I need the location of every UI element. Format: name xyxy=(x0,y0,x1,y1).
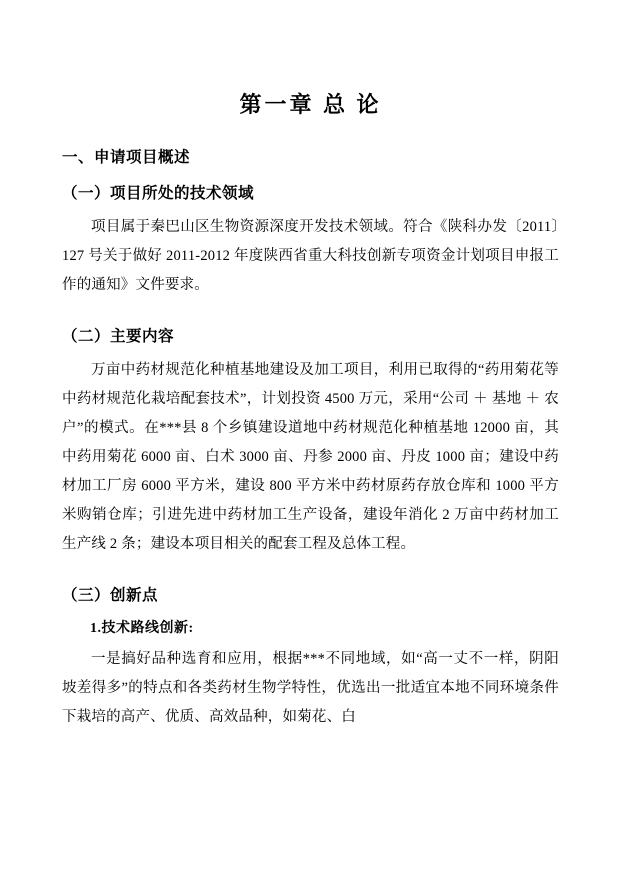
section-heading-1: 一、申请项目概述 xyxy=(62,149,191,166)
page-title: 第一章 总 论 xyxy=(239,92,382,117)
paragraph-main-content: 万亩中药材规范化种植基地建设及加工项目，利用已取得的“药用菊花等中药材规范化栽培配套技术”，计划投资 4500 万元，采用“公司 ＋ 基地 ＋ 农户”的模式。在***县 8 个乡镇建设道地中药材规范化种植基地 12000 亩，其中药用菊花 6000 亩、白术 3000 亩、丹参 2000 亩、丹皮 1000 亩；建设中药材加工厂房 6000 平方米，建设 800 平方米中药材原药存放仓库和 1000 平方米购销仓库；引进先进中药材加工生产设备，建设年消化 2 万亩中药材加工生产线 2 条；建设本项目相关的配套工程及总体工程。 xyxy=(62,362,559,552)
subsection-heading-1-3: （三）创新点 xyxy=(62,587,159,604)
paragraph-tech-route: 一是搞好品种选育和应用，根据***不同地域，如“高一丈不一样，阴阳坡差得多”的特点和各类药材生物学特性，优选出一批适宜本地不同环境条件下栽培的高产、优质、高效品种，如菊花、白 xyxy=(62,651,559,725)
subsection-heading-1-2: （二）主要内容 xyxy=(62,328,175,345)
section-overview xyxy=(62,145,559,732)
paragraph-tech-field: 项目属于秦巴山区生物资源深度开发技术领域。符合《陕科办发〔2011〕127 号关于做好 2011-2012 年度陕西省重大科技创新专项资金计划项目申报工作的通知》文件要求。 xyxy=(62,219,559,293)
subsection-heading-1-1: （一）项目所处的技术领域 xyxy=(62,185,255,202)
item-heading-tech-route: 1.技术路线创新: xyxy=(90,621,194,636)
